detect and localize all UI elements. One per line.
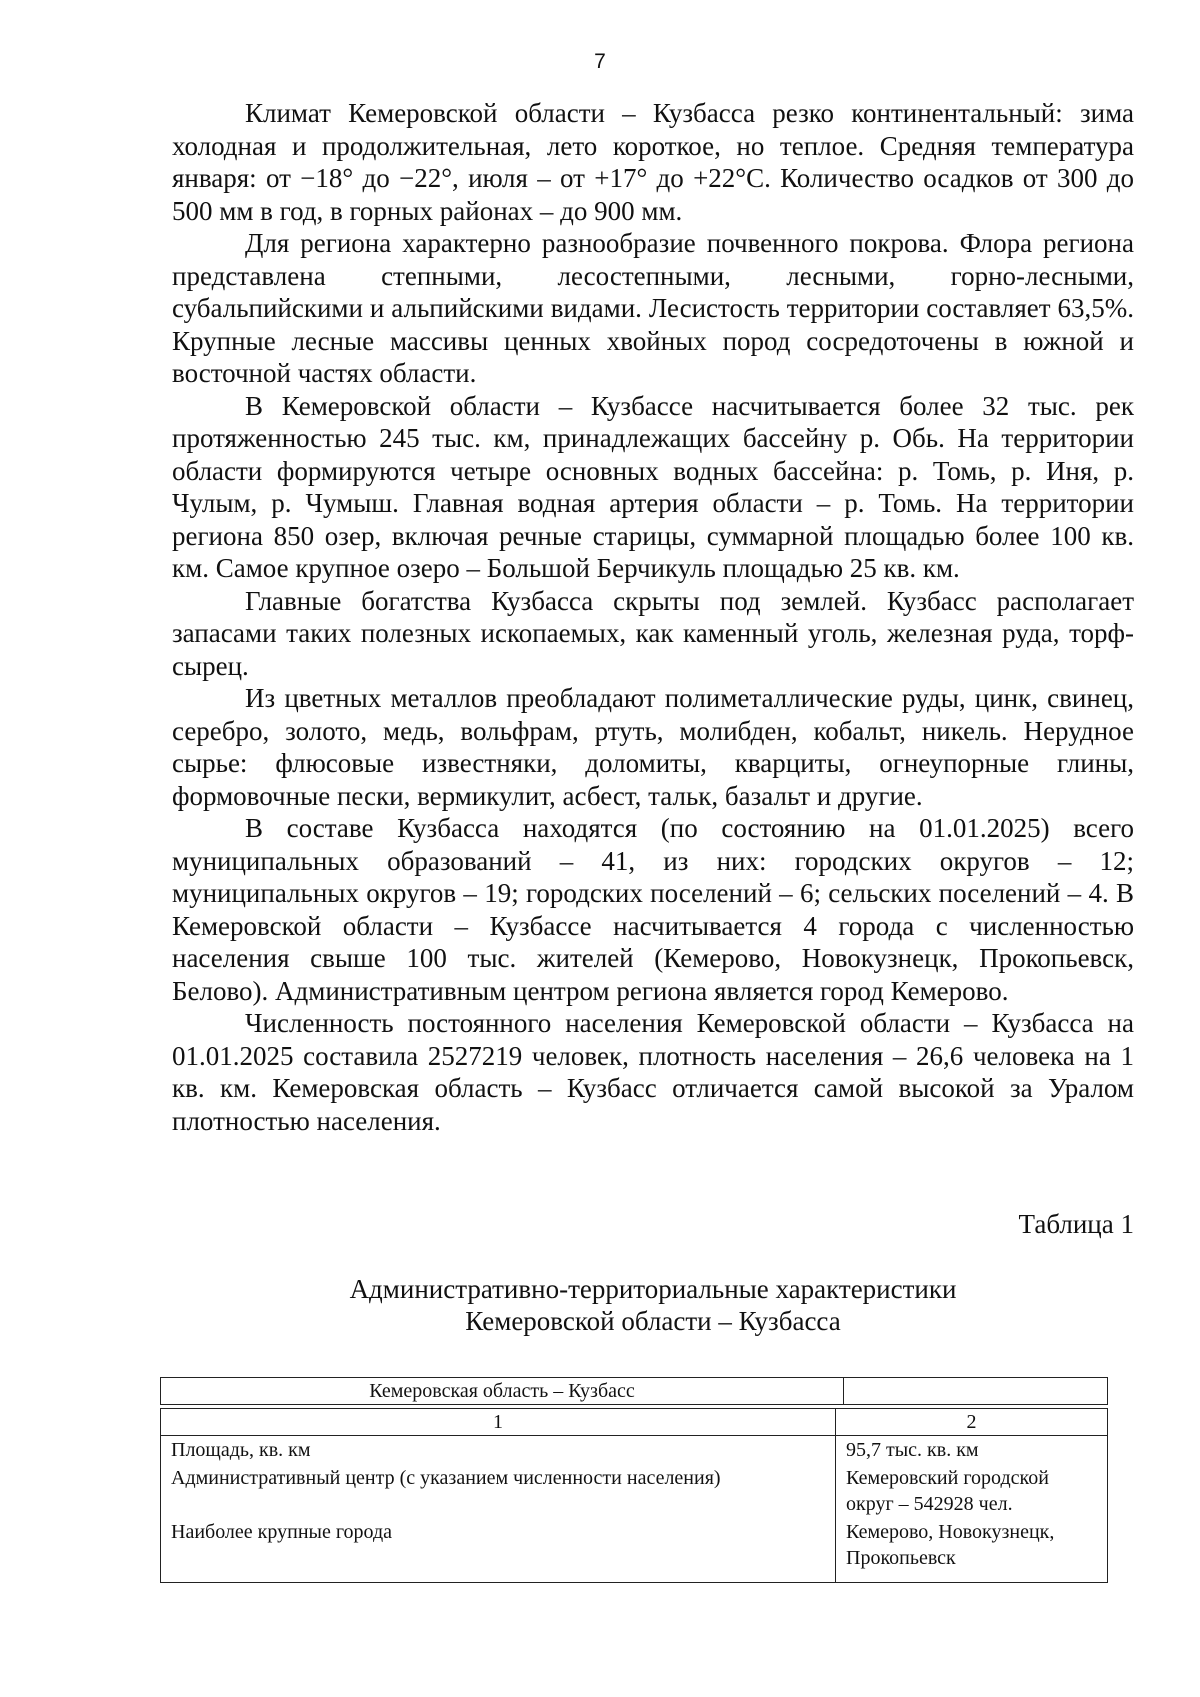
table-title-line-2: Кемеровской области – Кузбасса (465, 1306, 841, 1336)
table-header-region: Кемеровская область – Кузбасс (161, 1378, 844, 1405)
table-cell-value: 95,7 тыс. кв. км (836, 1436, 1108, 1465)
paragraph-rivers: В Кемеровской области – Кузбассе насчитывается более 32 тыс. рек протяженностью 245 тыс. км, принадлежащих бассейну р. Обь. На территории области формируются четыре основных водных бассейна: р. Томь, р. Иня, р. Чулым, р. Чумыш. Главная водная артерия области – р. Томь. На территории региона 850 озер, включая речные старицы, суммарной площадью более 100 кв. км. Самое крупное озеро – Большой Берчикуль площадью 25 кв. км. (172, 390, 1134, 583)
table-title-line-1: Административно-территориальные характеристики (349, 1274, 957, 1304)
paragraph-flora: Для региона характерно разнообразие почвенного покрова. Флора региона представлена степными, лесостепными, лесными, горно-лесными, субальпийскими и альпийскими видами. Лесистость территории составляет 63,5%. Крупные лесные массивы ценных хвойных пород сосредоточены в южной и восточной частях области. (172, 228, 1134, 388)
body-text (172, 97, 1134, 1137)
table-cell-value: Кемерово, Новокузнецк, Прокопьевск (836, 1518, 1108, 1583)
table-header-row (161, 1378, 1108, 1405)
table-row (161, 1464, 1108, 1518)
table-title (172, 1273, 1134, 1337)
paragraph-climate: Климат Кемеровской области – Кузбасса резко континентальный: зима холодная и продолжительная, лето короткое, но теплое. Средняя температура января: от −18° до −22°, июля – от +17° до +22°С. Количество осадков от 300 до 500 мм в год, в горных районах – до 900 мм. (172, 98, 1134, 226)
table-cell-label: Административный центр (с указанием численности населения) (161, 1464, 836, 1518)
table-cell-label: Площадь, кв. км (161, 1436, 836, 1465)
table-header-empty (844, 1378, 1108, 1405)
paragraph-metals: Из цветных металлов преобладают полиметаллические руды, цинк, свинец, серебро, золото, медь, вольфрам, ртуть, молибден, кобальт, никель. Нерудное сырье: флюсовые известняки, доломиты, кварциты, огнеупорные глины, формовочные пески, вермикулит, асбест, тальк, базальт и другие. (172, 683, 1134, 811)
table-header (160, 1377, 1108, 1405)
table-index-2: 2 (836, 1409, 1108, 1436)
paragraph-population: Численность постоянного населения Кемеровской области – Кузбасса на 01.01.2025 составила 2527219 человек, плотность населения – 26,6 человека на 1 кв. км. Кемеровская область – Кузбасс отличается самой высокой за Уралом плотностью населения. (172, 1008, 1134, 1136)
table-row (161, 1436, 1108, 1465)
paragraph-municipalities: В составе Кузбасса находятся (по состоянию на 01.01.2025) всего муниципальных образований – 41, из них: городских округов – 12; муниципальных округов – 19; городских поселений – 6; сельских поселений – 4. В Кемеровской области – Кузбассе насчитывается 4 города с численностью населения свыше 100 тыс. жителей (Кемерово, Новокузнецк, Прокопьевск, Белово). Административным центром региона является город Кемерово. (172, 813, 1134, 1006)
table-row (161, 1518, 1108, 1583)
table-index-1: 1 (161, 1409, 836, 1436)
page-number: 7 (594, 50, 606, 73)
table-cell-label: Наиболее крупные города (161, 1518, 836, 1583)
characteristics-table (160, 1408, 1108, 1583)
table-caption: Таблица 1 (1018, 1209, 1134, 1239)
table-cell-value: Кемеровский городской округ – 542928 чел. (836, 1464, 1108, 1518)
table-index-row (161, 1409, 1108, 1436)
paragraph-resources: Главные богатства Кузбасса скрыты под землей. Кузбасс располагает запасами таких полезных ископаемых, как каменный уголь, железная руда, торф-сырец. (172, 585, 1134, 681)
